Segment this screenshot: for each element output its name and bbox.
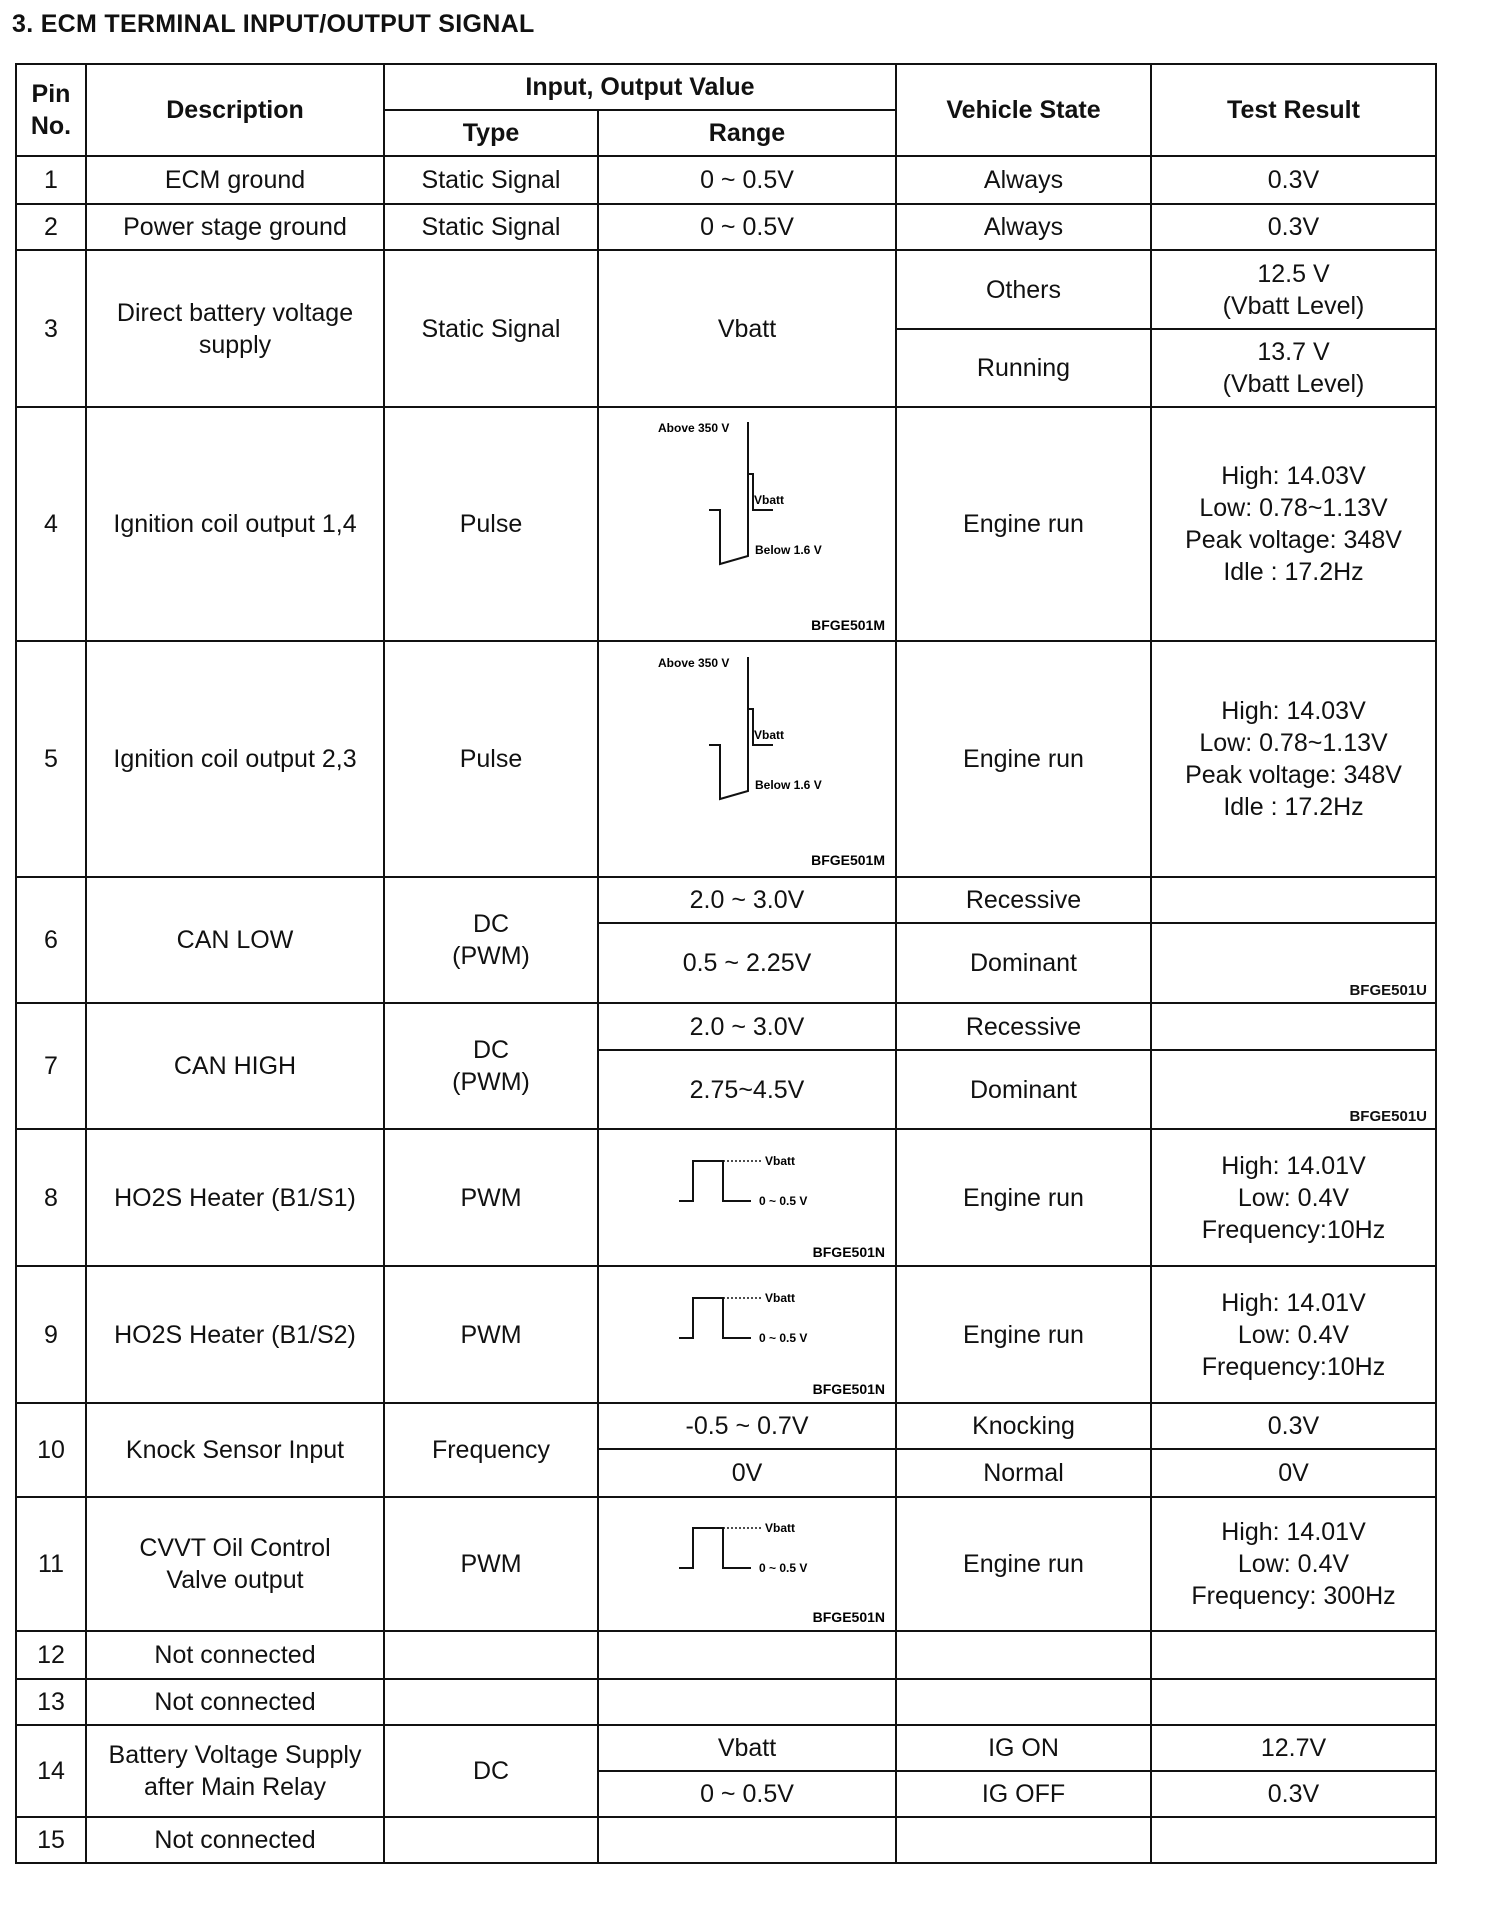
range: 0V (598, 1449, 896, 1497)
description: Power stage ground (86, 204, 384, 250)
description: CAN LOW (86, 877, 384, 1003)
description: Not connected (86, 1631, 384, 1679)
vehicle-state: IG ON (896, 1725, 1151, 1771)
wave-label-below: Below 1.6 V (755, 542, 822, 557)
result-line: Peak voltage: 348V (1185, 761, 1402, 789)
wave-label-low: 0 ~ 0.5 V (759, 1561, 808, 1575)
pin: 9 (16, 1266, 86, 1403)
test-result: 0V (1151, 1449, 1436, 1497)
description-line: Valve output (166, 1566, 304, 1594)
type-line: DC (472, 910, 510, 938)
result-line: High: 14.01V (1221, 1518, 1366, 1546)
pwm-waveform (603, 1270, 893, 1400)
description: Ignition coil output 2,3 (86, 641, 384, 877)
type-line: (PWM) (452, 1068, 530, 1096)
vehicle-state: Recessive (896, 1003, 1151, 1050)
table-row (16, 1725, 1436, 1771)
description-line: after Main Relay (143, 1773, 327, 1801)
result-line: Low: 0.4V (1237, 1550, 1350, 1578)
table-row (16, 204, 1436, 250)
type: PWM (384, 1266, 598, 1403)
range-waveform (598, 641, 896, 877)
wave-label-below: Below 1.6 V (755, 777, 822, 792)
header-description: Description (86, 64, 384, 156)
empty-cell (896, 1817, 1151, 1863)
wave-label-low: 0 ~ 0.5 V (759, 1193, 808, 1208)
table-row (16, 877, 1436, 923)
ignition-pulse-waveform (603, 647, 893, 872)
result-line: High: 14.03V (1221, 697, 1366, 725)
test-result: 0.3V (1151, 1771, 1436, 1817)
description: Not connected (86, 1817, 384, 1863)
type: Static Signal (384, 156, 598, 204)
empty-cell (896, 1679, 1151, 1725)
vehicle-state: Recessive (896, 877, 1151, 923)
pin: 3 (16, 250, 86, 407)
range: 2.0 ~ 3.0V (598, 1003, 896, 1050)
range-waveform (598, 1129, 896, 1266)
range-waveform (598, 407, 896, 641)
type: PWM (384, 1497, 598, 1631)
vehicle-state: Always (896, 156, 1151, 204)
wave-label-vbatt: Vbatt (765, 1521, 795, 1535)
range: Vbatt (598, 1725, 896, 1771)
header-pin: Pin No. (16, 64, 86, 156)
vehicle-state: Engine run (896, 1266, 1151, 1403)
test-result (1151, 1129, 1436, 1266)
wave-label-low: 0 ~ 0.5 V (759, 1330, 808, 1345)
type: Frequency (384, 1403, 598, 1497)
type: DC (384, 1725, 598, 1817)
empty-cell (1151, 1817, 1436, 1863)
table-row (16, 1129, 1436, 1266)
table-row (16, 156, 1436, 204)
vehicle-state: Engine run (896, 407, 1151, 641)
test-result (1151, 641, 1436, 877)
test-result (1151, 877, 1436, 923)
empty-cell (598, 1679, 896, 1725)
pin: 7 (16, 1003, 86, 1129)
figure-code: BFGE501U (1349, 1108, 1427, 1125)
table-row (16, 250, 1436, 329)
result-line: Idle : 17.2Hz (1223, 793, 1364, 821)
result-line: (Vbatt Level) (1222, 370, 1365, 398)
test-result (1151, 1266, 1436, 1403)
pin: 8 (16, 1129, 86, 1266)
header-io-value: Input, Output Value (384, 64, 896, 110)
wave-label-vbatt: Vbatt (765, 1290, 795, 1305)
type: PWM (384, 1129, 598, 1266)
test-result: 0.3V (1151, 156, 1436, 204)
empty-cell (598, 1817, 896, 1863)
result-line: Low: 0.4V (1237, 1183, 1350, 1212)
description: Direct battery voltage supply (86, 250, 384, 407)
table-row (16, 1679, 1436, 1725)
ecm-signal-table (15, 63, 1437, 1864)
range: 0 ~ 0.5V (598, 1771, 896, 1817)
empty-cell (1151, 1679, 1436, 1725)
type: Pulse (384, 407, 598, 641)
vehicle-state: Knocking (896, 1403, 1151, 1449)
empty-cell (896, 1631, 1151, 1679)
pin: 10 (16, 1403, 86, 1497)
vehicle-state: Engine run (896, 1497, 1151, 1631)
description: Ignition coil output 1,4 (86, 407, 384, 641)
description: Knock Sensor Input (86, 1403, 384, 1497)
test-result: 0.3V (1151, 204, 1436, 250)
table-row (16, 1631, 1436, 1679)
pin: 2 (16, 204, 86, 250)
table-row (16, 1497, 1436, 1631)
header-range: Range (598, 110, 896, 156)
table-row (16, 1266, 1436, 1403)
type: Static Signal (384, 250, 598, 407)
result-line: Low: 0.78~1.13V (1199, 494, 1388, 522)
test-result (1151, 1497, 1436, 1631)
description: HO2S Heater (B1/S1) (86, 1129, 384, 1266)
pin: 14 (16, 1725, 86, 1817)
vehicle-state: IG OFF (896, 1771, 1151, 1817)
test-result (1151, 250, 1436, 329)
wave-label-vbatt: Vbatt (754, 727, 784, 742)
result-line: Low: 0.78~1.13V (1199, 729, 1388, 757)
empty-cell (598, 1631, 896, 1679)
result-line: Frequency:10Hz (1201, 1352, 1386, 1381)
pin: 13 (16, 1679, 86, 1725)
table-row (16, 1403, 1436, 1449)
pin: 12 (16, 1631, 86, 1679)
description: HO2S Heater (B1/S2) (86, 1266, 384, 1403)
description-line: CVVT Oil Control (139, 1534, 331, 1562)
result-line: High: 14.01V (1221, 1288, 1366, 1317)
empty-cell (384, 1679, 598, 1725)
result-line: 13.7 V (1257, 338, 1330, 366)
empty-cell (1151, 1631, 1436, 1679)
ignition-pulse-waveform (603, 412, 893, 637)
test-result: 12.7V (1151, 1725, 1436, 1771)
type-line: DC (472, 1036, 510, 1064)
description-line: Battery Voltage Supply (108, 1741, 362, 1769)
type (384, 1003, 598, 1129)
test-result: 0.3V (1151, 1403, 1436, 1449)
pin: 4 (16, 407, 86, 641)
result-line: 12.5 V (1257, 259, 1330, 288)
result-line: High: 14.03V (1221, 462, 1366, 490)
vehicle-state: Engine run (896, 1129, 1151, 1266)
vehicle-state: Dominant (896, 923, 1151, 1003)
wave-label-above: Above 350 V (658, 420, 730, 435)
description: Not connected (86, 1679, 384, 1725)
result-line: Idle : 17.2Hz (1223, 558, 1364, 586)
range-waveform (598, 1497, 896, 1631)
table-row (16, 1817, 1436, 1863)
range: Vbatt (598, 250, 896, 407)
type-line: (PWM) (452, 942, 530, 970)
pin: 1 (16, 156, 86, 204)
empty-cell (384, 1631, 598, 1679)
section-title: 3. ECM TERMINAL INPUT/OUTPUT SIGNAL (12, 10, 535, 38)
table-row (16, 641, 1436, 877)
wave-label-above: Above 350 V (658, 655, 730, 670)
vehicle-state: Dominant (896, 1050, 1151, 1129)
description (86, 1497, 384, 1631)
wave-label-vbatt: Vbatt (754, 492, 784, 507)
type (384, 877, 598, 1003)
vehicle-state: Running (896, 329, 1151, 407)
test-result (1151, 923, 1436, 1003)
vehicle-state: Others (896, 250, 1151, 329)
range-waveform (598, 1266, 896, 1403)
pin: 11 (16, 1497, 86, 1631)
header-vehicle-state: Vehicle State (896, 64, 1151, 156)
figure-code: BFGE501U (1349, 982, 1427, 999)
result-line: Frequency: 300Hz (1191, 1582, 1396, 1610)
range: 2.0 ~ 3.0V (598, 877, 896, 923)
range: 0 ~ 0.5V (598, 156, 896, 204)
figure-code: BFGE501M (811, 851, 885, 868)
test-result (1151, 407, 1436, 641)
vehicle-state: Normal (896, 1449, 1151, 1497)
range: 0.5 ~ 2.25V (598, 923, 896, 1003)
result-line: Low: 0.4V (1237, 1320, 1350, 1349)
vehicle-state: Engine run (896, 641, 1151, 877)
empty-cell (384, 1817, 598, 1863)
figure-code: BFGE501N (812, 1380, 885, 1397)
header-test-result: Test Result (1151, 64, 1436, 156)
figure-code: BFGE501N (812, 1609, 885, 1625)
header-type: Type (384, 110, 598, 156)
description (86, 1725, 384, 1817)
result-line: (Vbatt Level) (1222, 291, 1365, 320)
wave-label-vbatt: Vbatt (765, 1153, 795, 1168)
pin: 6 (16, 877, 86, 1003)
range: 0 ~ 0.5V (598, 204, 896, 250)
range: 2.75~4.5V (598, 1050, 896, 1129)
pwm-waveform (603, 1133, 893, 1263)
test-result (1151, 1003, 1436, 1050)
pwm-waveform (603, 1500, 893, 1628)
table-row (16, 1003, 1436, 1050)
result-line: Peak voltage: 348V (1185, 526, 1402, 554)
description: ECM ground (86, 156, 384, 204)
range: -0.5 ~ 0.7V (598, 1403, 896, 1449)
result-line: High: 14.01V (1221, 1151, 1366, 1180)
test-result (1151, 1050, 1436, 1129)
pin: 15 (16, 1817, 86, 1863)
pin: 5 (16, 641, 86, 877)
result-line: Frequency:10Hz (1201, 1215, 1386, 1244)
test-result (1151, 329, 1436, 407)
table-row (16, 407, 1436, 641)
description: CAN HIGH (86, 1003, 384, 1129)
type: Pulse (384, 641, 598, 877)
type: Static Signal (384, 204, 598, 250)
vehicle-state: Always (896, 204, 1151, 250)
figure-code: BFGE501M (811, 616, 885, 633)
figure-code: BFGE501N (812, 1243, 885, 1260)
